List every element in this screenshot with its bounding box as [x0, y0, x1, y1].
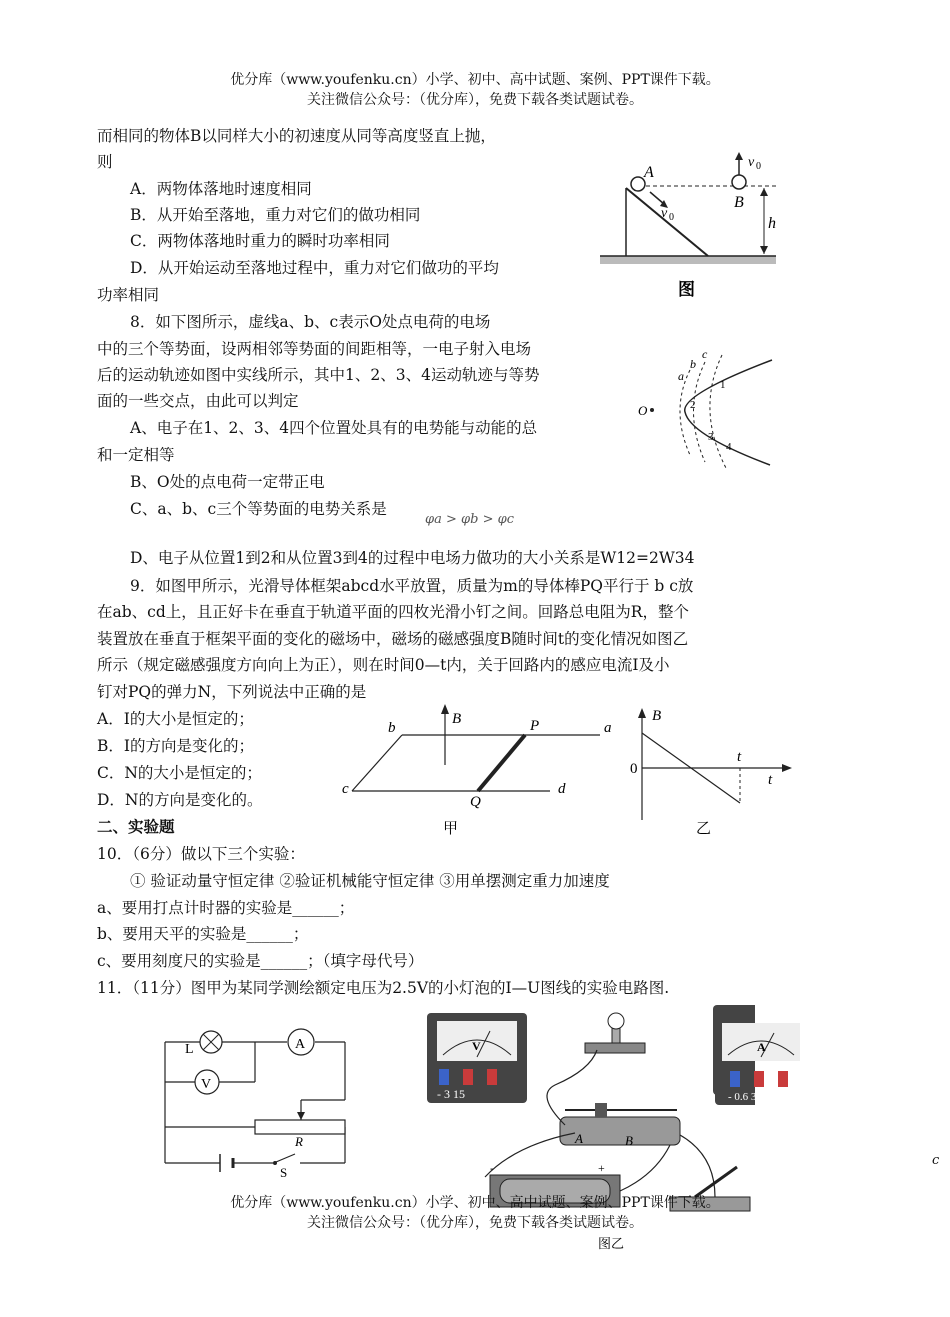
q9-option-d: D．N的方向是变化的。	[97, 791, 263, 809]
q11-circuit	[155, 1020, 360, 1180]
q9-line5: 钉对PQ的弹力N，下列说法中正确的是	[97, 683, 367, 701]
q10-line1: 10．（6分）做以下三个实验：	[97, 845, 305, 863]
svg-text:0: 0	[756, 161, 761, 172]
q9-line2: 在ab、cd上，且正好卡在垂直于轨道平面的四枚光滑小钉之间。回路总电阻为R，整个	[97, 603, 689, 621]
svg-text:b: b	[388, 720, 396, 736]
svg-text:c: c	[702, 347, 708, 361]
svg-text:B: B	[452, 711, 462, 727]
q8-option-c: C、a、b、c三个等势面的电势关系是	[130, 500, 387, 518]
label-v0-top: v	[748, 155, 755, 170]
page-header-line1: 优分库（www.youfenku.cn）小学、初中、高中试题、案例、PPT课件下载。	[230, 72, 720, 88]
q9-option-a: A．I的大小是恒定的；	[97, 710, 254, 728]
svg-text:S: S	[280, 1165, 288, 1180]
q8-line4: 面的一些交点，由此可以判定	[97, 392, 299, 410]
svg-text:Q: Q	[470, 794, 481, 810]
q10-line2: ① 验证动量守恒定律 ②验证机械能守恒定律 ③用单摆测定重力加速度	[130, 872, 610, 890]
q11-apparatus	[415, 1005, 755, 1250]
label-v0-slope: v	[661, 206, 668, 221]
fig-yi-caption: 乙	[696, 821, 712, 837]
rheostat-slider	[297, 1112, 305, 1120]
page-footer-line2: 关注微信公众号：（优分库），免费下载各类试题试卷。	[307, 1215, 643, 1231]
q8-figure	[630, 340, 780, 470]
charge-o	[650, 408, 654, 412]
q7-option-d: D．从开始运动至落地过程中，重力对它们做功的平均	[130, 259, 499, 277]
svg-text:A: A	[295, 1037, 306, 1052]
q10-b: b、要用天平的实验是______；	[97, 925, 309, 943]
q9-option-b: B．I的方向是变化的；	[97, 737, 255, 755]
svg-text:A: A	[757, 1040, 766, 1054]
label-h: h	[768, 215, 776, 232]
svg-text:0: 0	[669, 212, 674, 223]
svg-text:- 0.6 3: - 0.6 3	[728, 1091, 757, 1103]
q7-option-c: C．两物体落地时重力的瞬时功率相同	[130, 232, 390, 250]
q8-line1: 8．如下图所示，虚线a、b、c表示O处点电荷的电场	[130, 313, 491, 331]
svg-text:P: P	[530, 718, 540, 734]
incline	[626, 188, 708, 256]
page-header-line2: 关注微信公众号：（优分库），免费下载各类试题试卷。	[307, 92, 643, 108]
q10-a: a、要用打点计时器的实验是______；	[97, 899, 355, 917]
ground	[600, 256, 776, 264]
svg-text:L: L	[185, 1042, 194, 1057]
ball-b	[732, 175, 746, 189]
q9-line3: 装置放在垂直于框架平面的变化的磁场中，磁场的磁感强度B随时间t的变化情况如图乙	[97, 630, 689, 648]
label-a: A	[644, 164, 654, 181]
bulb-device	[585, 1013, 645, 1053]
svg-text:0: 0	[630, 761, 638, 777]
ball-a	[631, 177, 645, 191]
svg-text:3: 3	[708, 431, 714, 443]
q9-line1: 9．如图甲所示，光滑导体框架abcd水平放置，质量为m的导体棒PQ平行于 b c放	[130, 577, 694, 595]
q7-line2: 则	[97, 153, 113, 171]
q9-line4: 所示（规定磁感强度方向向上为正），则在时间0—t内，关于回路内的感应电流I及小	[97, 656, 670, 674]
q8-option-c-formula: φa > φb > φc	[425, 512, 514, 527]
q7-option-d-cont: 功率相同	[97, 286, 160, 304]
q9-figure-yi	[620, 700, 800, 840]
ammeter-overlay	[712, 1015, 812, 1110]
q9-option-c: C．N的大小是恒定的；	[97, 764, 262, 782]
switch-icon	[273, 1161, 277, 1165]
svg-text:-: -	[490, 1161, 494, 1175]
q7-figure	[598, 150, 788, 300]
q8-line3: 后的运动轨迹如图中实线所示，其中1、2、3、4运动轨迹与等势	[97, 366, 540, 384]
q9-figure-jia	[330, 700, 630, 840]
svg-text:B: B	[625, 1133, 633, 1148]
q7-figure-caption: 图	[678, 280, 695, 299]
q7-line1: 而相同的物体B以同样大小的初速度从同等高度竖直上抛，	[97, 127, 496, 145]
svg-text:d: d	[558, 781, 566, 797]
rail-bc	[352, 735, 402, 791]
q8-option-a-line1: A、电子在1、2、3、4四个位置处具有的电势能与动能的总	[130, 419, 538, 437]
page-footer-line1: 优分库（www.youfenku.cn）小学、初中、高中试题、案例、PPT课件下载。	[230, 1195, 720, 1211]
q11-line1: 11．（11分）图甲为某同学测绘额定电压为2.5V的小灯泡的I—U图线的实验电路图.	[97, 979, 670, 997]
svg-text:4: 4	[726, 441, 732, 453]
svg-text:a: a	[678, 369, 684, 383]
label-b: B	[734, 194, 744, 211]
svg-text:c: c	[342, 781, 349, 797]
svg-text:t: t	[768, 772, 773, 788]
margin-letter: c	[932, 1153, 940, 1168]
svg-text:a: a	[604, 720, 612, 736]
fig-jia-caption: 甲	[443, 821, 459, 837]
svg-text:b: b	[690, 357, 696, 371]
svg-text:1: 1	[720, 379, 726, 391]
apparatus-caption: 图乙	[598, 1236, 625, 1250]
v0-up-arrow	[735, 152, 743, 160]
q10-c: c、要用刻度尺的实验是______；（填字母代号）	[97, 952, 424, 970]
svg-text:2: 2	[690, 399, 696, 411]
rheostat-icon	[255, 1120, 345, 1134]
svg-text:B: B	[652, 708, 662, 724]
q8-line2: 中的三个等势面，设两相邻等势面的间距相等，一电子射入电场	[97, 340, 532, 358]
svg-text:+: +	[598, 1161, 605, 1175]
svg-text:O: O	[638, 403, 648, 418]
svg-text:- 3 15: - 3 15	[437, 1087, 465, 1101]
q8-option-d: D、电子从位置1到2和从位置3到4的过程中电场力做功的大小关系是W12=2W34	[130, 549, 695, 567]
q7-option-a: A．两物体落地时速度相同	[130, 180, 312, 198]
voltmeter-device	[427, 1013, 527, 1103]
q8-option-a-line2: 和一定相等	[97, 446, 175, 464]
svg-text:R: R	[295, 1134, 303, 1149]
q8-option-b: B、O处的点电荷一定带正电	[130, 473, 325, 491]
q7-option-b: B．从开始至落地，重力对它们的做功相同	[130, 206, 421, 224]
svg-text:A: A	[575, 1131, 583, 1146]
rheostat-device	[560, 1103, 680, 1148]
svg-text:V: V	[472, 1039, 481, 1053]
svg-text:t: t	[737, 749, 742, 765]
equipotential-b	[694, 362, 706, 462]
svg-text:V: V	[201, 1077, 212, 1092]
equipotential-c	[710, 355, 726, 468]
rod-pq	[478, 735, 525, 791]
section-title: 二、实验题	[97, 817, 175, 836]
